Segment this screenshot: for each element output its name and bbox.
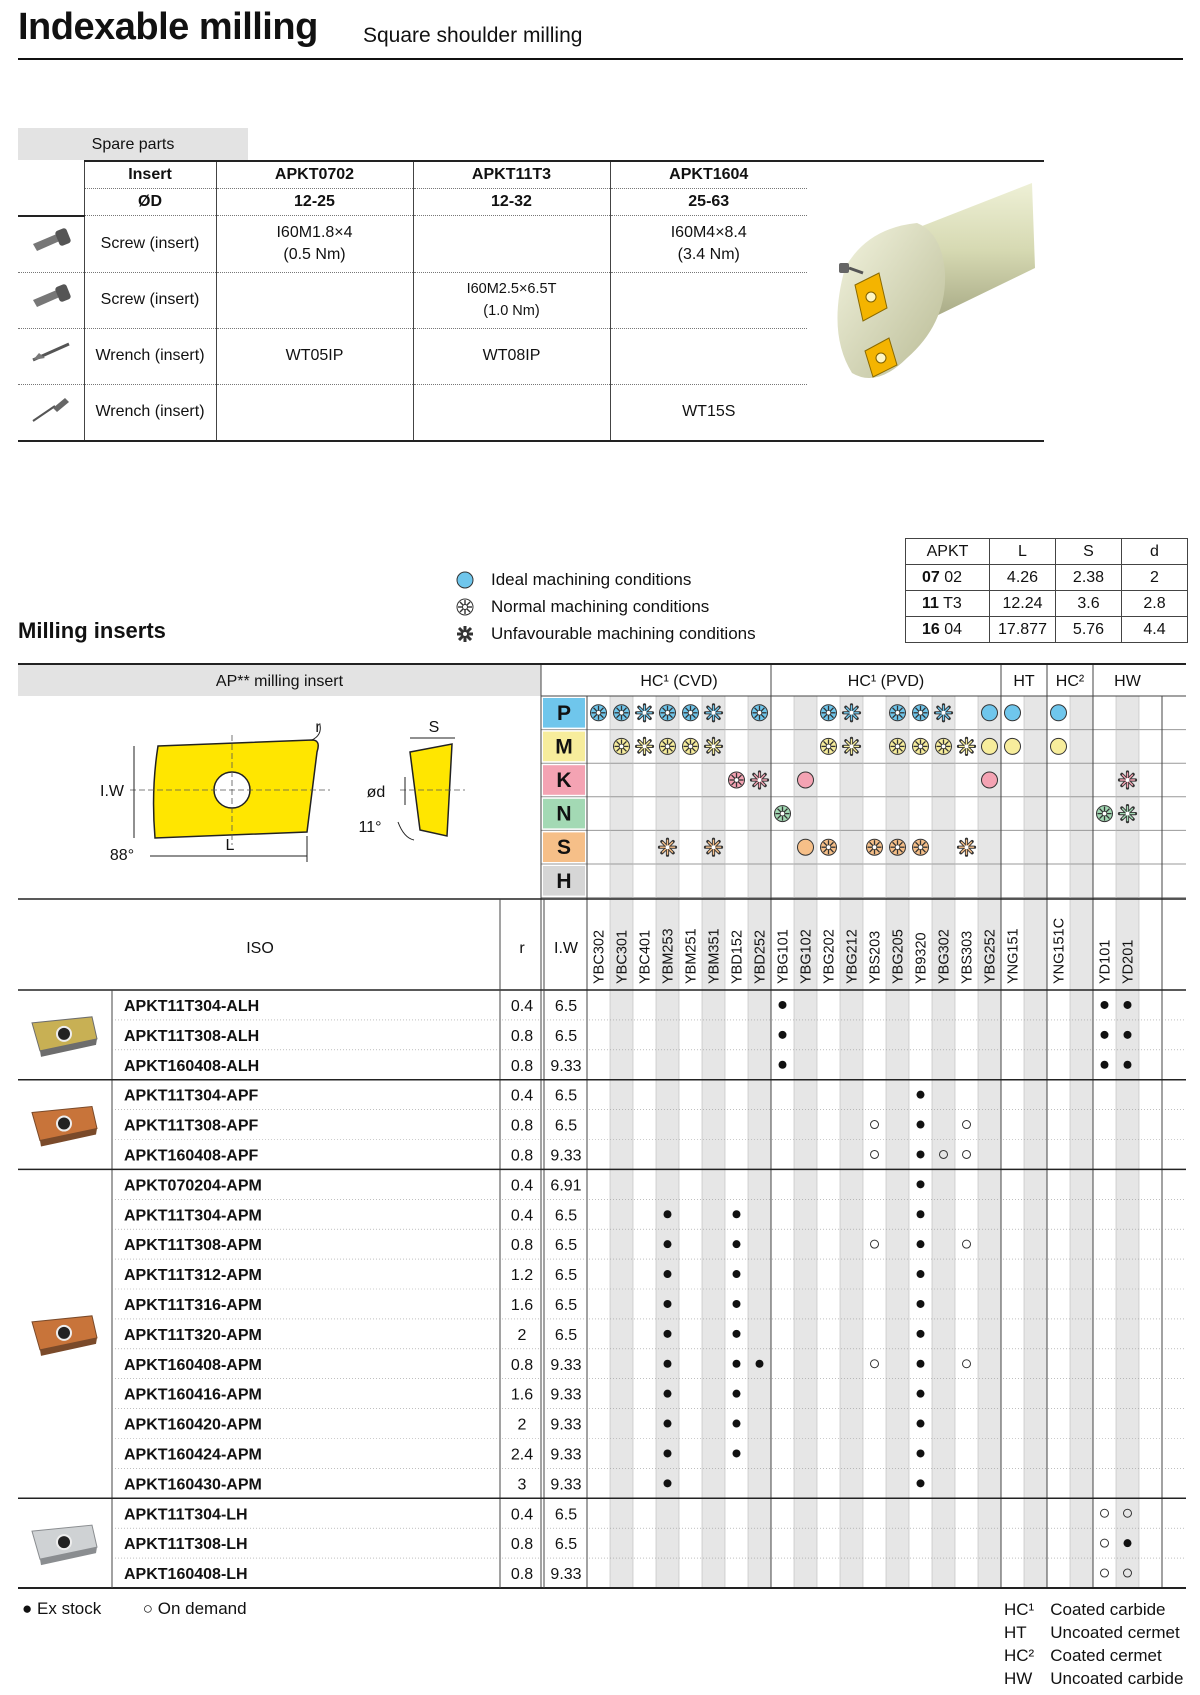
- unfavourable-star-icon: [752, 772, 768, 788]
- insert-iw: 6.5: [554, 1117, 578, 1135]
- spare-diameter-1604: 25-63: [610, 189, 807, 216]
- material-letter: N: [556, 802, 572, 826]
- stock-key: [22, 1599, 247, 1619]
- key-abbr: HT: [1004, 1623, 1027, 1642]
- grade-name: YBS203: [867, 930, 884, 984]
- grade-name: YD101: [1097, 939, 1114, 984]
- angle-arc: [398, 822, 414, 840]
- on-demand-circle: [1101, 1569, 1109, 1577]
- grade-name: YBG102: [798, 929, 815, 984]
- ex-stock-dot: [917, 1330, 925, 1338]
- insert-code: APKT11T304-APM: [124, 1207, 262, 1225]
- insert-iw: 9.33: [550, 1356, 582, 1374]
- unfavourable-star-icon: [706, 738, 722, 754]
- dim-value: 2: [1122, 565, 1188, 591]
- dim-value: 2.38: [1056, 565, 1122, 591]
- grade-name: YBC401: [637, 929, 654, 984]
- on-demand-circle: [871, 1121, 879, 1129]
- grade-column-stripe: [1116, 696, 1139, 1588]
- insert-iw: 6.5: [554, 1087, 578, 1105]
- dim-value: 2.8: [1122, 591, 1188, 617]
- insert-side-drawing: [398, 738, 465, 840]
- normal-star-icon: [775, 806, 791, 822]
- on-demand-circle: [963, 1121, 971, 1129]
- ex-stock-dot: [1101, 1031, 1109, 1039]
- dim-value: 5.76: [1056, 617, 1122, 643]
- normal-star-icon: [660, 738, 676, 754]
- ex-stock-dot: [1101, 1001, 1109, 1009]
- insert-header-label: AP** milling insert: [215, 673, 344, 690]
- insert-iw: 6.5: [554, 997, 578, 1015]
- grade-name: YBS303: [959, 930, 976, 984]
- insert-radius: 0.4: [510, 1087, 534, 1105]
- insert-code: APKT11T308-APF: [124, 1117, 259, 1135]
- ideal-circle-icon: [982, 705, 998, 721]
- insert-radius: 0.8: [510, 1027, 534, 1045]
- insert-radius: 0.4: [510, 997, 534, 1015]
- normal-star-icon: [752, 705, 768, 721]
- insert-code: APKT160430-APM: [124, 1476, 262, 1494]
- grade-column-stripe: [610, 696, 633, 1588]
- ideal-circle-icon: [798, 772, 814, 788]
- ex-stock-dot: [733, 1270, 741, 1278]
- ex-stock-dot: [779, 1061, 787, 1069]
- unfavourable-star-icon: [959, 839, 975, 855]
- spare-part-label: Screw (insert): [84, 216, 216, 273]
- insert-radius: 3: [517, 1476, 527, 1494]
- normal-star-icon: [890, 705, 906, 721]
- ex-stock-dot: [756, 1360, 764, 1368]
- ex-stock-dot: [733, 1330, 741, 1338]
- grade-name: YBM253: [660, 928, 677, 984]
- insert-iw: 9.33: [550, 1386, 582, 1404]
- grade-name: YBG101: [775, 929, 792, 984]
- spare-diameter-0702: 12-25: [216, 189, 413, 216]
- normal-star-icon: [660, 705, 676, 721]
- ex-stock-dot: [733, 1240, 741, 1248]
- ex-stock-dot: [779, 1031, 787, 1039]
- normal-star-icon: [683, 738, 699, 754]
- normal-star-icon: [821, 705, 837, 721]
- insert-code: APKT11T316-APM: [124, 1296, 262, 1314]
- ideal-circle-icon: [1051, 705, 1067, 721]
- ex-stock-dot: [664, 1390, 672, 1398]
- insert-code: APKT160420-APM: [124, 1416, 262, 1434]
- iw-column-header: I.W: [554, 940, 578, 957]
- ex-stock-dot: [917, 1270, 925, 1278]
- ex-stock-dot: [664, 1240, 672, 1248]
- ex-stock-dot: [664, 1449, 672, 1457]
- normal-star-icon: [614, 738, 630, 754]
- grade-name: YBC302: [591, 929, 608, 984]
- milling-inserts-title: Milling inserts: [18, 618, 166, 643]
- ex-stock-dot: [733, 1360, 741, 1368]
- insert-radius: 0.4: [510, 1506, 534, 1524]
- ex-stock-dot: [917, 1360, 925, 1368]
- normal-star-icon: [591, 705, 607, 721]
- ex-stock-dot: [664, 1420, 672, 1428]
- material-letter: S: [556, 836, 572, 860]
- ex-stock-dot: [917, 1121, 925, 1129]
- apm-insert-photo: [32, 1316, 97, 1356]
- apf-insert-photo: [32, 1107, 97, 1147]
- insert-radius: 2: [517, 1416, 527, 1434]
- ex-stock-dot: [917, 1449, 925, 1457]
- ex-stock-dot: [733, 1210, 741, 1218]
- page-subtitle: Square shoulder milling: [363, 24, 583, 47]
- insert-code: APKT11T304-APF: [124, 1087, 259, 1105]
- ex-stock-dot: [733, 1390, 741, 1398]
- unfavourable-star-icon: [706, 705, 722, 721]
- angle-88-label: 88°: [109, 847, 135, 864]
- key-desc: Uncoated cermet: [1050, 1623, 1180, 1642]
- s-label: S: [428, 719, 440, 736]
- unfavourable-star-icon: [637, 705, 653, 721]
- on-demand-label: On demand: [157, 1599, 247, 1618]
- insert-radius: 0.8: [510, 1237, 534, 1255]
- grade-name: YBG212: [844, 929, 861, 984]
- legend-ideal-text: Ideal machining conditions: [491, 569, 692, 589]
- spare-header-apkt1604: APKT1604: [610, 161, 807, 189]
- key-abbr: HC²: [1004, 1646, 1035, 1665]
- insert-iw: 6.5: [554, 1506, 578, 1524]
- ideal-circle-icon: [1005, 738, 1021, 754]
- grade-column-stripe: [794, 696, 817, 1588]
- lh-insert-photo: [32, 1525, 97, 1565]
- grade-group-label: HC¹ (CVD): [640, 673, 718, 690]
- insert-radius: 0.8: [510, 1536, 534, 1554]
- dim-value: 3.6: [1056, 591, 1122, 617]
- spare-part-value: I60M4×8.4 (3.4 Nm): [610, 216, 807, 273]
- ex-stock-dot: [733, 1449, 741, 1457]
- grade-name: YBG202: [821, 929, 838, 984]
- normal-star-icon: [936, 738, 952, 754]
- normal-star-icon: [614, 705, 630, 721]
- grade-column-stripe: [978, 696, 1001, 1588]
- insert-iw: 6.91: [550, 1177, 582, 1195]
- spare-part-value: WT15S: [610, 384, 807, 441]
- alh-insert-photo: [32, 1017, 97, 1057]
- normal-star-icon: [913, 738, 929, 754]
- dim-header: d: [1122, 539, 1188, 565]
- dim-value: 4.26: [990, 565, 1056, 591]
- unfavourable-star-icon: [844, 738, 860, 754]
- ex-stock-dot: [1124, 1061, 1132, 1069]
- unfavourable-star-icon: [844, 705, 860, 721]
- grade-name: YBC301: [614, 929, 631, 984]
- key-desc: Coated carbide: [1050, 1600, 1166, 1619]
- iso-column-header: ISO: [246, 940, 274, 957]
- dim-value: 4.4: [1122, 617, 1188, 643]
- material-letter: P: [556, 701, 572, 725]
- spare-part-value: WT08IP: [413, 328, 610, 384]
- ex-stock-dot: [664, 1300, 672, 1308]
- grade-group-label: HT: [1013, 673, 1035, 690]
- legend-normal-text: Normal machining conditions: [491, 596, 710, 616]
- insert-iw: 9.33: [550, 1147, 582, 1165]
- unfavourable-star-icon: [936, 705, 952, 721]
- insert-iw: 6.5: [554, 1027, 578, 1045]
- normal-star-icon: [1097, 806, 1113, 822]
- insert-iw: 9.33: [550, 1476, 582, 1494]
- ex-stock-dot: [664, 1270, 672, 1278]
- ex-stock-dot: [1124, 1539, 1132, 1547]
- dim-code: 11 T3: [906, 591, 990, 617]
- material-letter: K: [556, 769, 572, 792]
- insert-iw: 9.33: [550, 1446, 582, 1464]
- insert-radius: 0.4: [510, 1207, 534, 1225]
- insert-iw: 6.5: [554, 1267, 578, 1285]
- grade-group-label: HW: [1114, 673, 1141, 690]
- angle-11-label: 11°: [358, 819, 382, 836]
- insert-code: APKT11T308-APM: [124, 1237, 262, 1255]
- material-letter: H: [556, 869, 572, 893]
- grade-name: YBG205: [890, 929, 907, 984]
- spare-header-insert: Insert: [84, 161, 216, 189]
- on-demand-circle: [963, 1360, 971, 1368]
- ex-stock-dot: [917, 1150, 925, 1158]
- key-row: [1004, 1598, 1199, 1621]
- insert-radius: 1.6: [510, 1296, 534, 1314]
- unfavourable-star-icon: [1120, 806, 1136, 822]
- on-demand-circle: [963, 1240, 971, 1248]
- ex-stock-dot: [917, 1420, 925, 1428]
- normal-star-icon: [821, 839, 837, 855]
- spare-part-label: Wrench (insert): [84, 328, 216, 384]
- ex-stock-dot: [917, 1479, 925, 1487]
- spare-header-apkt11t3: APKT11T3: [413, 161, 610, 189]
- insert-iw: 6.5: [554, 1536, 578, 1554]
- on-demand-circle-icon: ○: [142, 1599, 154, 1618]
- insert-code: APKT11T308-LH: [124, 1536, 248, 1554]
- on-demand-circle: [1101, 1509, 1109, 1517]
- spare-part-value: I60M2.5×6.5T (1.0 Nm): [413, 272, 610, 328]
- ex-stock-dot: [917, 1240, 925, 1248]
- ex-stock-dot: [664, 1479, 672, 1487]
- insert-code: APKT160416-APM: [124, 1386, 262, 1404]
- iw-label: I.W: [100, 783, 124, 800]
- grade-column-stripe: [886, 696, 909, 1588]
- ex-stock-dot: [917, 1210, 925, 1218]
- insert-code: APKT160424-APM: [124, 1446, 262, 1464]
- on-demand-circle: [871, 1360, 879, 1368]
- insert-code: APKT160408-LH: [124, 1566, 248, 1584]
- ex-stock-dot: [1101, 1061, 1109, 1069]
- normal-star-icon: [729, 772, 745, 788]
- normal-star-icon: [683, 705, 699, 721]
- grade-column-stripe: [1070, 696, 1093, 1588]
- r-column-header: r: [519, 940, 525, 957]
- normal-star-icon: [867, 839, 883, 855]
- ex-stock-dot: [664, 1360, 672, 1368]
- ex-stock-dot: [1124, 1031, 1132, 1039]
- key-row: [1004, 1621, 1199, 1644]
- insert-code: APKT11T304-LH: [124, 1506, 248, 1524]
- dim-value: 12.24: [990, 591, 1056, 617]
- dim-code: 07 02: [906, 565, 990, 591]
- unfavourable-star-icon: [637, 738, 653, 754]
- dim-header: S: [1056, 539, 1122, 565]
- d-label: ød: [366, 784, 386, 801]
- ex-stock-dot: [664, 1330, 672, 1338]
- insert-iw: 9.33: [550, 1057, 582, 1075]
- key-row: [1004, 1644, 1199, 1667]
- ex-stock-label: Ex stock: [37, 1599, 102, 1618]
- on-demand-circle: [963, 1150, 971, 1158]
- l-label: L: [225, 837, 235, 854]
- insert-radius: 2: [517, 1326, 527, 1344]
- insert-code: APKT160408-ALH: [124, 1057, 260, 1075]
- normal-star-icon: [890, 738, 906, 754]
- unfavourable-star-icon: [706, 839, 722, 855]
- ex-stock-dot: [1124, 1001, 1132, 1009]
- key-row: [1004, 1667, 1199, 1690]
- grade-column-stripe: [1024, 696, 1047, 1588]
- grade-column-stripe: [702, 696, 725, 1588]
- ex-stock-dot: [664, 1210, 672, 1218]
- spare-part-label: Screw (insert): [84, 272, 216, 328]
- key-desc: Coated cermet: [1050, 1646, 1162, 1665]
- ideal-circle-icon: [1005, 705, 1021, 721]
- grade-name: YBD152: [729, 929, 746, 984]
- ex-stock-dot: [917, 1091, 925, 1099]
- insert-radius: 0.8: [510, 1356, 534, 1374]
- insert-radius: 0.8: [510, 1147, 534, 1165]
- insert-code: APKT160408-APF: [124, 1147, 259, 1165]
- insert-radius: 0.8: [510, 1057, 534, 1075]
- ideal-circle-icon: [798, 839, 814, 855]
- ideal-circle-icon: [982, 738, 998, 754]
- normal-star-icon: [890, 839, 906, 855]
- grade-name: YNG151: [1005, 928, 1022, 984]
- page-title: Indexable milling: [18, 6, 318, 48]
- insert-radius: 0.8: [510, 1117, 534, 1135]
- normal-star-icon: [913, 705, 929, 721]
- spare-header-apkt0702: APKT0702: [216, 161, 413, 189]
- normal-star-icon: [821, 738, 837, 754]
- key-desc: Uncoated carbide: [1050, 1669, 1184, 1688]
- on-demand-circle: [1101, 1539, 1109, 1547]
- insert-iw: 6.5: [554, 1207, 578, 1225]
- grade-name: YB9320: [913, 932, 930, 984]
- insert-code: APKT070204-APM: [124, 1177, 262, 1195]
- legend-unfavourable-text: Unfavourable machining conditions: [491, 623, 756, 643]
- grade-column-stripe: [748, 696, 771, 1588]
- grade-column-stripe: [932, 696, 955, 1588]
- dim-value: 17.877: [990, 617, 1056, 643]
- insert-iw: 6.5: [554, 1326, 578, 1344]
- unfavourable-star-icon: [1120, 772, 1136, 788]
- insert-radius: 0.4: [510, 1177, 534, 1195]
- grade-name: YD201: [1120, 939, 1137, 984]
- unfavourable-star-icon: [959, 738, 975, 754]
- grade-name: YBG252: [982, 929, 999, 984]
- ex-stock-dot: [733, 1300, 741, 1308]
- insert-iw: 6.5: [554, 1296, 578, 1314]
- on-demand-circle: [871, 1240, 879, 1248]
- grade-group-label: HC¹ (PVD): [847, 673, 925, 690]
- dim-header: L: [990, 539, 1056, 565]
- insert-code: APKT11T308-ALH: [124, 1027, 260, 1045]
- ex-stock-dot: [917, 1300, 925, 1308]
- spare-part-label: Wrench (insert): [84, 384, 216, 441]
- spare-diameter-label: ØD: [84, 189, 216, 216]
- insert-iw: 9.33: [550, 1416, 582, 1434]
- insert-radius: 1.6: [510, 1386, 534, 1404]
- spare-part-value: I60M1.8×4 (0.5 Nm): [216, 216, 413, 273]
- ex-stock-dot: [917, 1390, 925, 1398]
- unfavourable-star-icon: [660, 839, 676, 855]
- insert-radius: 0.8: [510, 1566, 534, 1584]
- dim-header: APKT: [906, 539, 990, 565]
- grade-group-label: HC²: [1055, 673, 1085, 690]
- ideal-circle-icon: [1051, 738, 1067, 754]
- insert-iw: 6.5: [554, 1237, 578, 1255]
- normal-star-icon: [913, 839, 929, 855]
- insert-code: APKT160408-APM: [124, 1356, 262, 1374]
- grade-name: YBM251: [683, 928, 700, 984]
- spare-parts-tab: Spare parts: [18, 128, 248, 160]
- insert-radius: 1.2: [510, 1267, 534, 1285]
- ex-stock-dot: [733, 1420, 741, 1428]
- material-letter: M: [555, 735, 573, 759]
- ex-stock-dot: [917, 1180, 925, 1188]
- radius-label: r: [315, 719, 321, 736]
- grade-name: YBD252: [752, 929, 769, 984]
- ex-stock-dot-icon: ●: [22, 1599, 33, 1618]
- insert-radius: 2.4: [510, 1446, 534, 1464]
- insert-iw: 9.33: [550, 1566, 582, 1584]
- insert-code: APKT11T312-APM: [124, 1267, 262, 1285]
- insert-code: APKT11T320-APM: [124, 1326, 262, 1344]
- grade-name: YNG151C: [1051, 917, 1068, 984]
- on-demand-circle: [871, 1150, 879, 1158]
- spare-part-value: WT05IP: [216, 328, 413, 384]
- spare-diameter-11t3: 12-32: [413, 189, 610, 216]
- grade-name: YBG302: [936, 929, 953, 984]
- grade-column-stripe: [840, 696, 863, 1588]
- grade-name: YBM351: [706, 928, 723, 984]
- dim-code: 16 04: [906, 617, 990, 643]
- insert-code: APKT11T304-ALH: [124, 997, 260, 1015]
- ideal-circle-icon: [982, 772, 998, 788]
- grade-type-key: [1004, 1598, 1199, 1690]
- key-abbr: HC¹: [1004, 1600, 1035, 1619]
- ex-stock-dot: [779, 1001, 787, 1009]
- key-abbr: HW: [1004, 1669, 1033, 1688]
